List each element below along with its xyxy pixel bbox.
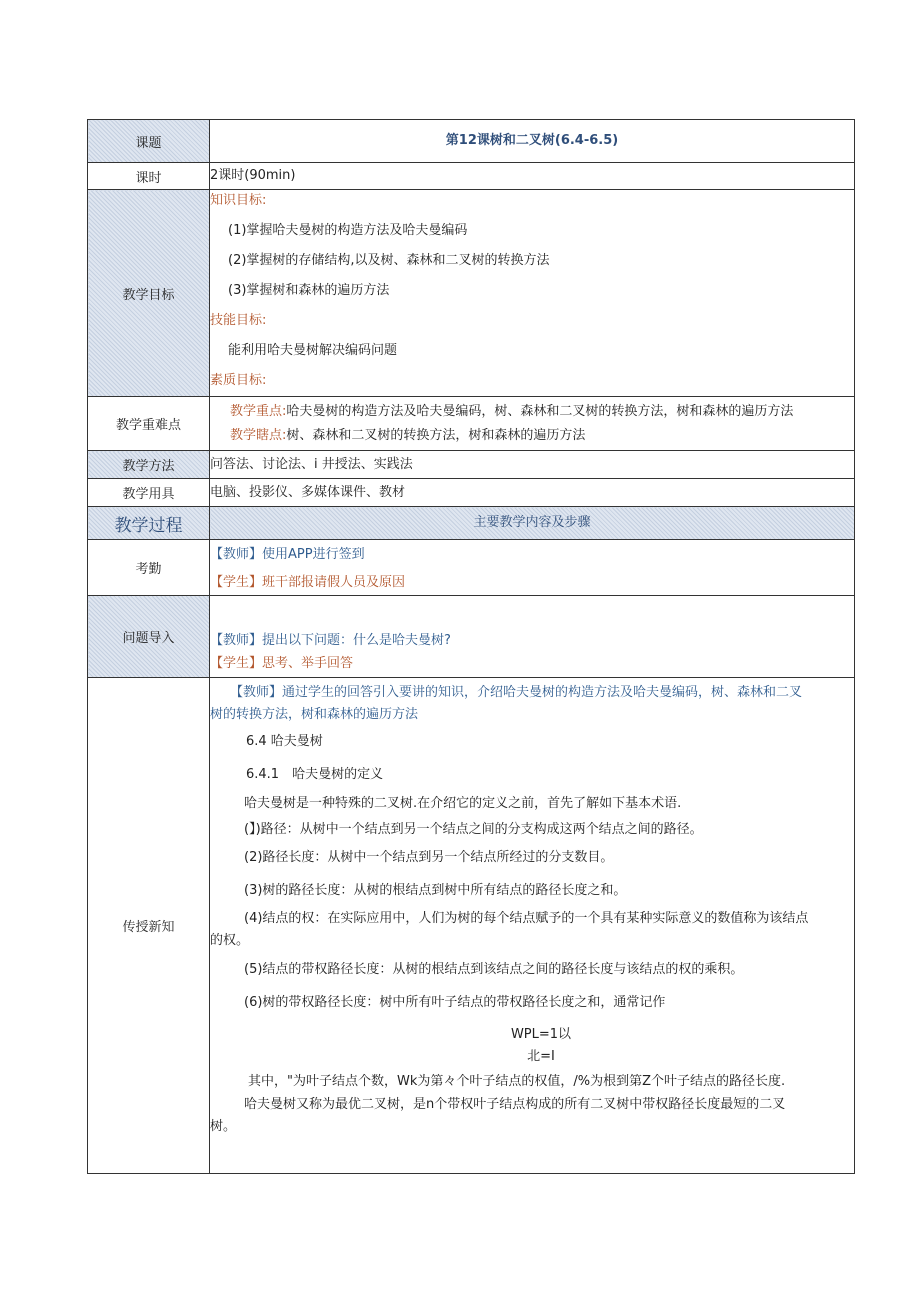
term-4-line-2: 的权。 [210, 933, 250, 948]
intro-paragraph: 哈夫曼树是一种特殊的二叉树.在介绍它的定义之前，首先了解如下基本术语. [244, 796, 682, 811]
methods-text: 问答法、讨论法、i 井授法、实践法 [210, 451, 855, 479]
focus-line [230, 400, 852, 424]
skill-item: 能利用哈夫曼树解决编码问题 [228, 343, 398, 358]
keypoints-content [210, 397, 855, 451]
process-heading: 主要教学内容及步骤 [210, 507, 855, 540]
lesson-title: 第12课树和二叉树(6.4-6.5) [210, 120, 855, 163]
term-5: (5)结点的带权路径长度：从树的根结点到该结点之间的路径长度与该结点的权的乘积。 [244, 962, 744, 977]
intro-label: 问题导入 [88, 596, 210, 678]
objectives-label: 教学目标 [88, 190, 210, 397]
knowledge-item-1: (1)掌握哈夫曼树的构造方法及哈夫曼编码 [228, 223, 468, 238]
process-row [88, 507, 855, 540]
title-label: 课题 [88, 120, 210, 163]
term-2: (2)路径长度：从树中一个结点到另一个结点所经过的分支数目。 [244, 850, 614, 865]
tools-row [88, 479, 855, 507]
methods-row [88, 451, 855, 479]
definition-line-1: 哈夫曼树又称为最优二叉树，是n个带权叶子结点构成的所有二叉树中带权路径长度最短的二叉 [244, 1097, 786, 1112]
objectives-content [210, 190, 855, 397]
intro-teacher: 【教师】提出以下问题：什么是哈夫曼树? [210, 633, 451, 648]
teacher-line-2: 树的转换方法，树和森林的遍历方法 [210, 707, 419, 722]
difficulty-line [230, 424, 852, 448]
intro-content [210, 596, 855, 678]
quality-heading: 素质目标: [210, 373, 267, 388]
hours-label: 课时 [88, 163, 210, 190]
knowledge-item-3: (3)掌握树和森林的遍历方法 [228, 283, 390, 298]
lesson-plan-table [87, 119, 855, 1174]
attendance-content [210, 540, 855, 596]
new-knowledge-label: 传授新知 [88, 678, 210, 1174]
attendance-student: 【学生】班干部报请假人员及原因 [210, 574, 406, 590]
formula-line-2: 北=I [527, 1049, 555, 1064]
formula-explanation: 其中，"为叶子结点个数，Wk为第々个叶子结点的权值，/%为根到第Z个叶子结点的路径长度. [248, 1074, 786, 1089]
difficulty-label: 教学瞎点: [230, 427, 287, 443]
process-label: 教学过程 [88, 507, 210, 540]
knowledge-heading: 知识目标: [210, 193, 267, 208]
knowledge-item-2: (2)掌握树的存储结构,以及树、森林和二叉树的转换方法 [228, 253, 550, 268]
new-knowledge-row [88, 678, 855, 1174]
methods-label: 教学方法 [88, 451, 210, 479]
term-6: (6)树的带权路径长度：树中所有叶子结点的带权路径长度之和，通常记作 [244, 995, 666, 1010]
term-1: (】)路径：从树中一个结点到另一个结点之间的分支构成这两个结点之间的路径。 [244, 822, 703, 837]
attendance-row [88, 540, 855, 596]
teacher-line-1: 【教师】通过学生的回答引入要讲的知识，介绍哈夫曼树的构造方法及哈夫曼编码，树、森林和二叉 [230, 685, 803, 700]
term-4-line-1: (4)结点的权：在实际应用中，人们为树的每个结点赋予的一个具有某种实际意义的数值称为该结点 [244, 911, 809, 926]
keypoints-row [88, 397, 855, 451]
intro-row [88, 596, 855, 678]
definition-line-2: 树。 [210, 1119, 237, 1134]
hours-value: 2课时(90min) [210, 163, 855, 190]
term-3: (3)树的路径长度：从树的根结点到树中所有结点的路径长度之和。 [244, 883, 627, 898]
tools-label: 教学用具 [88, 479, 210, 507]
tools-text: 电脑、投影仪、多媒体课件、教材 [210, 479, 855, 507]
new-knowledge-content [210, 678, 855, 1174]
skill-heading: 技能目标: [210, 313, 267, 328]
intro-student: 【学生】思考、举手回答 [210, 656, 354, 671]
objectives-row [88, 190, 855, 397]
focus-text: 哈夫曼树的构造方法及哈夫曼编码，树、森林和二叉树的转换方法，树和森林的遍历方法 [286, 403, 794, 419]
section-heading: 6.4 哈夫曼树 [246, 734, 323, 749]
keypoints-label: 教学重难点 [88, 397, 210, 451]
focus-label: 教学重点: [230, 403, 287, 419]
formula-line-1: WPL=1以 [510, 1027, 572, 1042]
difficulty-text: 树、森林和二叉树的转换方法，树和森林的遍历方法 [286, 427, 586, 443]
title-row [88, 120, 855, 163]
hours-row [88, 163, 855, 190]
attendance-label: 考勤 [88, 540, 210, 596]
subsection-heading: 6.4.1 哈夫曼树的定义 [246, 767, 384, 782]
attendance-teacher: 【教师】使用APP进行签到 [210, 546, 365, 562]
